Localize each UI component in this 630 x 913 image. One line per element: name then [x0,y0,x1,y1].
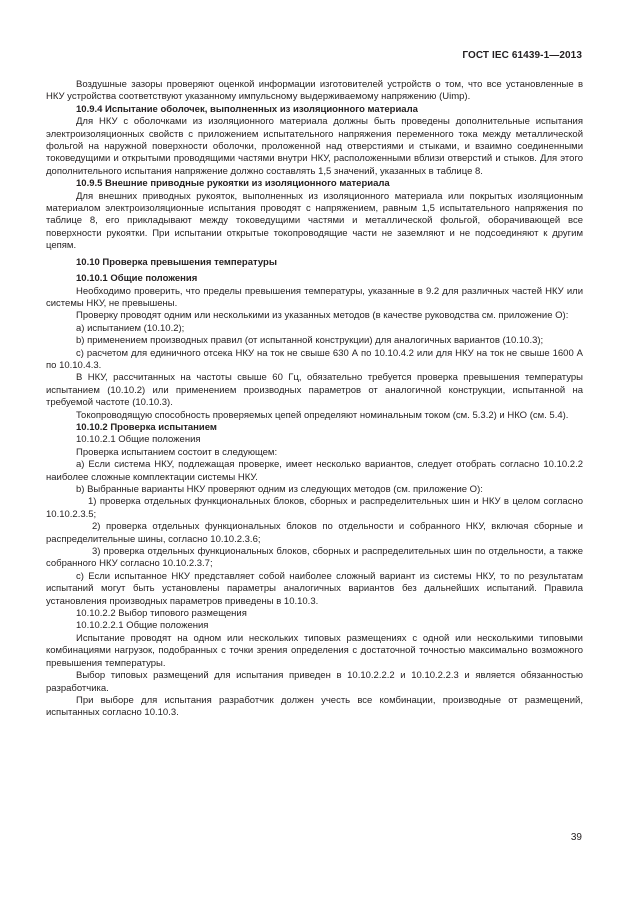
sub-list-item: 3) проверка отдельных функциональных блоков, сборных и распределительных шин по отдельности, а также собранного НКУ согласно 10.10.2.3.7; [46,546,583,570]
paragraph: При выборе для испытания разработчик должен учесть все комбинации, производные от размещений, испытанных согласно 10.10.3. [46,694,583,719]
section-heading-10-10-2: 10.10.2 Проверка испытанием [76,421,217,433]
paragraph: Токопроводящую способность проверяемых цепей определяют номинальным током (см. 5.3.2) и НКО (см. 5.4). [76,409,569,421]
list-item: b) Выбранные варианты НКУ проверяют одним из следующих методов (см. приложение О): [76,484,483,495]
standard-header: ГОСТ IEC 61439-1—2013 [462,50,582,61]
sub-list-item: 2) проверка отдельных функциональных блоков по отдельности и собранного НКУ, включая сборные и распределительные шины, согласно 10.10.2.3.6; [46,521,583,545]
list-item: c) расчетом для единичного отсека НКУ на ток не свыше 630 А по 10.10.4.2 или для НКУ на ток не свыше 1600 А по 10.10.4.3. [46,347,583,371]
list-item: b) применением производных правил (от испытанной конструкции) для аналогичных вариантов (10.10.3); [76,335,544,347]
paragraph: Необходимо проверить, что пределы превышения температуры, указанные в 9.2 для различных частей НКУ или системы НКУ, не превышены. [46,285,583,309]
subsection-label: 10.10.2.1 Общие положения [76,434,201,446]
section-heading-10-9-4: 10.9.4 Испытание оболочек, выполненных из изоляционного материала [76,103,418,115]
list-item: a) испытанием (10.10.2); [76,322,185,334]
paragraph: В НКУ, рассчитанных на частоты свыше 60 Гц, обязательно требуется проверка превышения температуры испытанием (10.10.2) или применением производных параметров от аналогичной конструкции, испытанной на требуемой частоте (10.10.3). [46,372,583,409]
paragraph: Воздушные зазоры проверяют оценкой информации изготовителей устройств о том, что все установленные в НКУ устройства соответствуют указанному импульсному выдерживаемому напряжению (Uimp). [46,79,583,103]
paragraph: Испытание проводят на одном или нескольких типовых размещениях с одной или несколькими типовыми комбинациями нагрузок, подобранных с точки зрения определения с достаточной точностью максимально возможного превышения температуры. [46,632,583,669]
subsection-label: 10.10.2.2.1 Общие положения [76,620,209,632]
list-item: c) Если испытанное НКУ представляет собой наиболее сложный вариант из системы НКУ, то по результатам испытаний могут быть установлены параметры аналогичных вариантов без дальнейших испытаний. Правила установления производных параметров приведены в 10.10.3. [46,570,583,607]
page-number: 39 [570,832,582,843]
section-heading-10-10: 10.10 Проверка превышения температуры [76,256,277,268]
document-body [46,79,583,720]
paragraph: Для НКУ с оболочками из изоляционного материала должны быть проведены дополнительные испытания электроизоляционных свойств с приложением испытательного напряжения переменного тока между металлической фольгой на наружной поверхности оболочки, проложенной над отверстиями и стыками, и взаимно соединенными токоведущими и открытыми проводящими частями внутри НКУ, расположенными вблизи отверстий и стыков. Для этого дополнительного испытания напряжение должно составлять 1,5 значений, указанных в таблице 8. [46,116,583,177]
paragraph: Проверка испытанием состоит в следующем: [76,446,278,458]
paragraph: Проверку проводят одним или несколькими из указанных методов (в качестве руководства см. приложение О): [76,310,569,322]
section-heading-10-10-1: 10.10.1 Общие положения [76,273,198,285]
list-item: a) Если система НКУ, подлежащая проверке, имеет несколько вариантов, следует отобрать согласно 10.10.2.2 наиболее сложные комплектации системы НКУ. [46,459,583,483]
paragraph: Для внешних приводных рукояток, выполненных из изоляционного материала или покрытых изоляционным материалом электроизоляционные испытания проводят с напряжением, равным 1,5 испытательного напряжения по таблице 8, его прикладывают между токоведущими частями и металлической фольгой, оборачивающей все поверхности рукоятки. При испытании открытые токопроводящие части не заземляют и не подсоединяют к другим цепям. [46,190,583,252]
paragraph: Выбор типовых размещений для испытания приведен в 10.10.2.2.2 и 10.10.2.2.3 и является обязанностью разработчика. [46,670,583,694]
sub-list-item: 1) проверка отдельных функциональных блоков, сборных и распределительных шин и НКУ в целом согласно 10.10.2.3.5; [46,496,583,520]
subsection-label: 10.10.2.2 Выбор типового размещения [76,608,247,620]
section-heading-10-9-5: 10.9.5 Внешние приводные рукоятки из изоляционного материала [76,178,390,190]
